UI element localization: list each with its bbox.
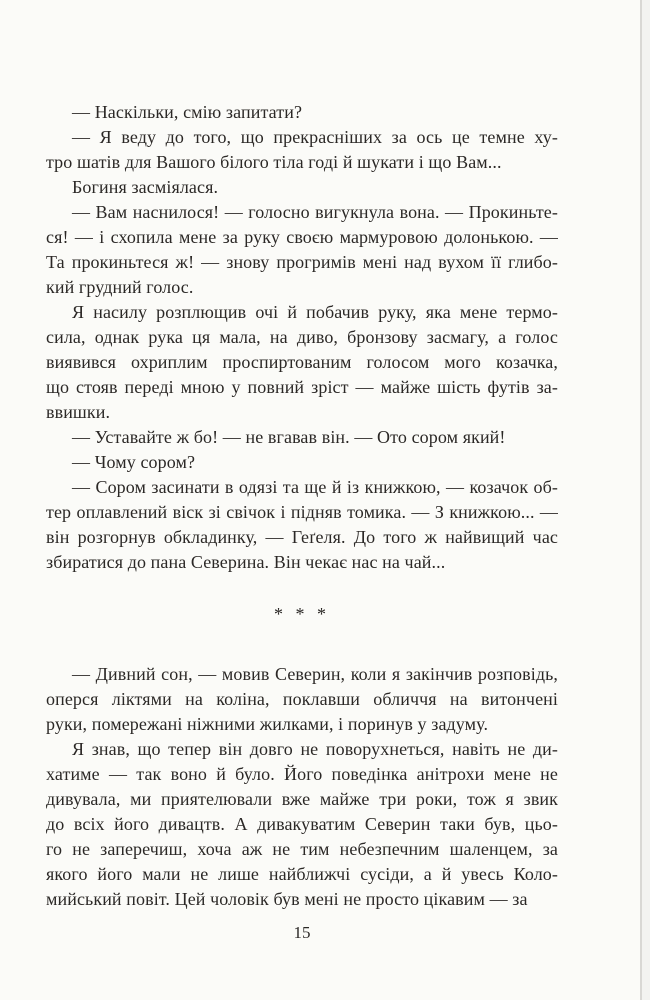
text-line: — Дивний сон, — мовив Северин, коли я закінчив розповідь, xyxy=(72,664,558,684)
text-line: Та прокиньтеся ж! — знову прогримів мені над вухом її глибо- xyxy=(46,252,558,272)
text-line: — Я веду до того, що прекрасніших за ось це темне ху- xyxy=(72,127,558,147)
text-line: Я насилу розплющив очі й побачив руку, яка мене термо- xyxy=(72,302,558,322)
text-line: — Уставайте ж бо! — не вгавав він. — Ото сором який! xyxy=(72,427,506,447)
text-line: якого його мали не лише найближчі сусіди, а й увесь Коло- xyxy=(46,864,558,884)
paragraph xyxy=(46,200,558,300)
text-line: він розгорнув обкладинку, — Геґеля. До того ж найвищий час xyxy=(46,527,558,547)
text-line: ввишки. xyxy=(46,402,111,422)
text-line: Богиня засміялася. xyxy=(72,177,219,197)
text-line: — Вам наснилося! — голосно вигукнула вона. — Прокиньте- xyxy=(72,202,558,222)
page-edge-shadow xyxy=(640,0,642,1000)
text-line: що стояв переді мною у повний зріст — майже шість футів за- xyxy=(46,377,558,397)
page-text xyxy=(46,100,558,912)
section-separator: * * * xyxy=(274,604,330,624)
paragraph xyxy=(46,425,558,450)
text-line: мийський повіт. Цей чоловік був мені не просто цікавим — за xyxy=(46,889,528,909)
page-number: 15 xyxy=(293,923,311,942)
text-line: виявився охриплим проспиртованим голосом мого козачка, xyxy=(46,352,558,372)
text-line: го не заперечиш, хоча аж не тим небезпечним шаленцем, за xyxy=(46,839,558,859)
paragraph xyxy=(46,125,558,175)
text-line: руки, помережані ніжними жилками, і поринув у задуму. xyxy=(46,714,489,734)
text-line: дивувала, ми приятелювали вже майже три роки, тож я звик xyxy=(46,789,558,809)
text-line: тер оплавлений віск зі свічок і підняв томика. — З книжкою... — xyxy=(46,502,558,522)
text-line: — Чому сором? xyxy=(72,452,196,472)
text-line: Я знав, що тепер він довго не поворухнеться, навіть не ди- xyxy=(72,739,558,759)
paragraph xyxy=(46,475,558,575)
paragraph xyxy=(46,100,558,125)
text-line: — Сором засинати в одязі та ще й із книжкою, — козачок об- xyxy=(72,477,558,497)
page-edge-band xyxy=(642,0,650,1000)
paragraph xyxy=(46,300,558,425)
text-line: оперся ліктями на коліна, поклавши обличчя на витончені xyxy=(46,689,558,709)
text-line: збиратися до пана Северина. Він чекає нас на чай... xyxy=(46,552,446,572)
text-line: хатиме — так воно й було. Його поведінка анітрохи мене не xyxy=(46,764,558,784)
text-line: сила, однак рука ця мала, на диво, бронзову засмагу, а голос xyxy=(46,327,558,347)
paragraph xyxy=(46,662,558,737)
text-line: ся! — і схопила мене за руку своєю мармуровою долонькою. — xyxy=(46,227,558,247)
text-line: — Наскільки, смію запитати? xyxy=(72,102,303,122)
text-line: кий грудний голос. xyxy=(46,277,194,297)
paragraph xyxy=(46,450,558,475)
paragraph xyxy=(46,175,558,200)
text-line: до всіх його дивацтв. А дивакуватим Северин таки був, цьо- xyxy=(46,814,558,834)
paragraph xyxy=(46,737,558,912)
text-line: тро шатів для Вашого білого тіла годі й шукати і що Вам... xyxy=(46,152,502,172)
